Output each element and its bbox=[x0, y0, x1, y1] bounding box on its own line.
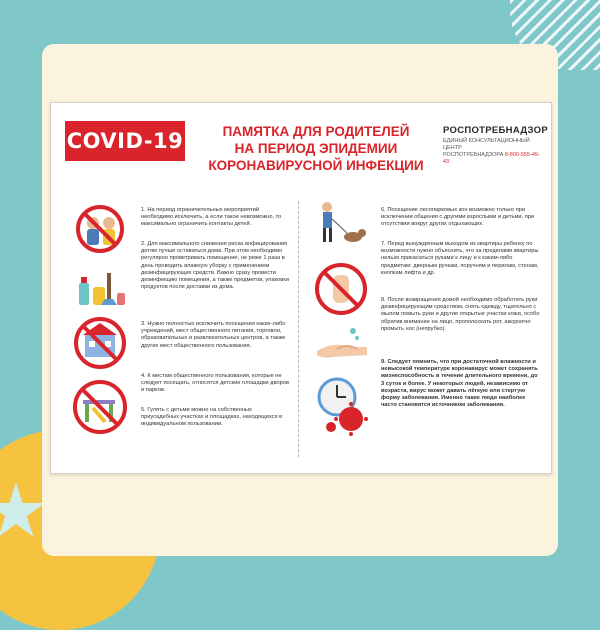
agency-subtitle bbox=[443, 138, 543, 166]
agency-sub-prefix: РОСПОТРЕБНАДЗОРА bbox=[443, 152, 504, 158]
agency-block bbox=[443, 125, 548, 166]
item-text-9: 9. Следует помнить, что при достаточной влажности и невысокой температуре коронавирус может сохранять жизнеспособность в течение длительного времени, до 3 суток и более. У некоторых людей, независимо от возраста, вирус может давать лёгкую или стертую форму заболевания. Именно такие люди наиболее часто становятся источником заболевания. bbox=[381, 359, 538, 409]
item-text-2: 2. Для максимального снижения риска инфицирования детям лучше оставаться дома. При этом необходимо регулярно проветривать помещение, не реже 1 раза в день проводить влажную уборку с применением дезинфицирующих средств. Важно сразу провести дезинфекцию помещения, а также предметов, упаковки продуктов после доставки из дома. bbox=[141, 241, 289, 291]
list-item bbox=[141, 321, 291, 350]
no-touch-hand-icon bbox=[313, 261, 369, 317]
item-text-4: 4. К местам общественного пользования, которые не следует посещать, относятся детские площадки дворов и парков. bbox=[141, 373, 289, 394]
cleaning-supplies-icon bbox=[73, 263, 129, 311]
item-text-6: 6. Посещение лесопарковых зон возможно только при исключении общения с другими взрослыми и детьми, при отсутствии вокруг других отдыхающих. bbox=[381, 207, 535, 228]
list-item bbox=[141, 373, 291, 395]
list-item bbox=[141, 241, 291, 291]
list-item bbox=[381, 207, 541, 229]
covid-badge: COVID-19 bbox=[65, 121, 185, 161]
virus-clock-icon bbox=[313, 375, 373, 437]
agency-sub-line-2 bbox=[443, 152, 543, 166]
item-text-3: 3. Нужно полностью исключить посещения каких-либо учреждений, мест общественного питания, торговли, образовательных и развлекательных центров, а также других мест общественного пользования. bbox=[141, 321, 286, 349]
poster-title bbox=[201, 123, 431, 174]
item-text-5: 5. Гулять с детьми можно на собственных приусадебных участках и площадках, находящихся в индивидуальном пользовании. bbox=[141, 407, 283, 428]
covid-poster bbox=[50, 102, 552, 474]
agency-name: РОСПОТРЕБНАДЗОР bbox=[443, 125, 548, 136]
item-text-1: 1. На период ограничительных мероприятий необходимо исключить, а если такое невозможно, то максимально ограничить контакты детей. bbox=[141, 207, 282, 228]
list-item bbox=[381, 359, 541, 409]
agency-phone: 8-800-555-49-43 bbox=[443, 152, 540, 165]
list-item bbox=[381, 297, 541, 333]
list-item bbox=[381, 241, 541, 277]
no-public-places-icon bbox=[71, 315, 129, 371]
title-line-1: ПАМЯТКА ДЛЯ РОДИТЕЛЕЙ bbox=[222, 124, 410, 139]
column-divider bbox=[298, 201, 299, 457]
no-playground-icon bbox=[71, 378, 129, 436]
agency-sub-line-1: ЕДИНЫЙ КОНСУЛЬТАЦИОННЫЙ ЦЕНТР bbox=[443, 138, 530, 151]
dog-walk-icon bbox=[313, 199, 369, 251]
item-text-7: 7. Перед вынужденным выходом из квартиры ребенку по возможности нужно объяснить, что за пределами квартиры нельзя прикасаться руками к лицу и к каким-либо предметам: дверным ручкам, поручням и перилам, стенам, кнопкам лифта и др. bbox=[381, 241, 539, 276]
item-text-8: 8. После возвращения домой необходимо обработать руки дезинфицирующим средством, снять одежду, тщательно с мылом помыть руки и другие открытые участки кожи, особо обратив внимание на лицо, прополоскать рот, аккуратно промыть нос (непрубко). bbox=[381, 297, 540, 332]
no-contact-icon bbox=[73, 203, 127, 255]
list-item bbox=[141, 407, 291, 429]
title-line-2: НА ПЕРИОД ЭПИДЕМИИ bbox=[234, 141, 398, 156]
handwash-icon bbox=[313, 325, 371, 365]
title-line-3: КОРОНАВИРУСНОЙ ИНФЕКЦИИ bbox=[208, 158, 424, 173]
list-item bbox=[141, 207, 291, 229]
